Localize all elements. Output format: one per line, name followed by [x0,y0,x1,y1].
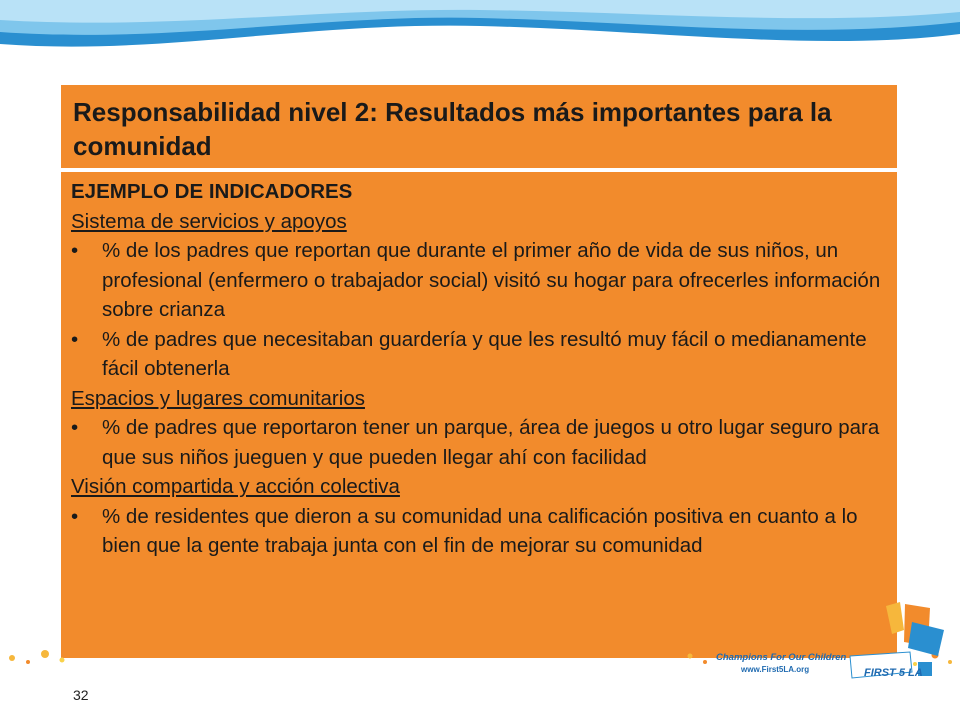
bullet-icon: • [71,327,79,351]
list-item [71,413,887,472]
list-item [71,502,887,561]
indicators-heading: EJEMPLO DE INDICADORES [71,180,353,203]
section-label: Sistema de servicios y apoyos [71,209,347,233]
title-box [61,85,897,168]
list-item [71,236,887,325]
bullet-icon: • [71,239,79,262]
bullet-text: % de padres que necesitaban guardería y que les resultó muy fácil o medianamente fácil obtenerla [102,327,867,380]
bullet-icon: • [71,504,79,528]
section-label: Espacios y lugares comunitarios [71,386,365,410]
bullet-icon: • [71,416,79,439]
logo-brand: FIRST 5 LA [864,667,923,679]
slide-title: Responsabilidad nivel 2: Resultados más importantes para la comunidad [73,97,832,161]
list-item [71,325,887,384]
logo-tagline: Champions For Our Children [716,652,847,663]
wave-decoration [0,0,960,80]
logo-url: www.First5LA.org [741,665,810,674]
page-number: 32 [73,687,89,703]
bullet-text: % de los padres que reportan que durante el primer año de vida de sus niños, un profesional (enfermero o trabajador social) visitó su hogar para ofrecerles información sobre crianza [102,239,881,321]
bullet-text: % de padres que reportaron tener un parque, área de juegos u otro lugar seguro para que sus niños jueguen y que pueden llegar ahí con facilidad [102,416,880,469]
section-label: Visión compartida y acción colectiva [71,475,400,498]
bullet-text: % de residentes que dieron a su comunidad una calificación positiva en cuanto a lo bien que la gente trabaja junta con el fin de mejorar su comunidad [102,504,858,557]
content-box [61,172,897,658]
